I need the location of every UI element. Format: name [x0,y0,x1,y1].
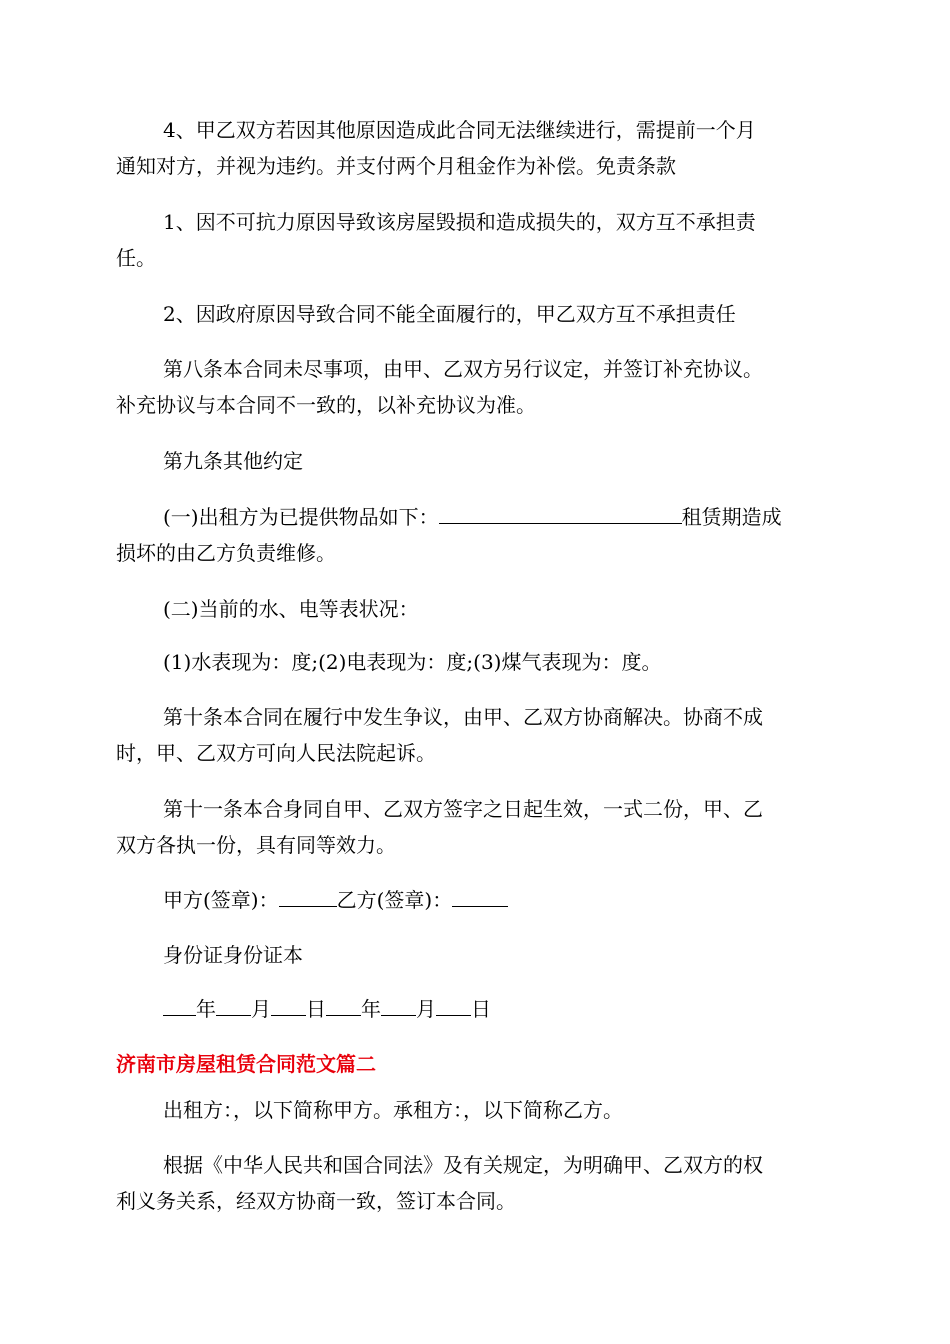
party-b-signature-blank [452,886,508,907]
date-unit: 日 [471,997,491,1021]
month-blank [381,995,416,1016]
date-unit: 月 [416,997,436,1021]
paragraph-line: 第十一条本合身同自甲、乙双方签字之日起生效，一式二份，甲、乙 [163,797,763,821]
paragraph-line: 4、甲乙双方若因其他原因造成此合同无法继续进行，需提前一个月 [163,118,756,142]
paragraph-line: 出租方：，以下简称甲方。承租方：，以下简称乙方。 [163,1098,623,1122]
paragraph-line: (1)水表现为：度;(2)电表现为：度;(3)煤气表现为：度。 [163,650,662,674]
party-a-signature-blank [279,886,337,907]
section-heading: 济南市房屋租赁合同范文篇二 [116,1052,376,1076]
month-blank [216,995,251,1016]
paragraph-line: 任。 [116,246,156,270]
item-text: (一)出租方为已提供物品如下： [163,505,439,529]
party-a-label: 甲方(签章)： [163,888,279,912]
paragraph-line: 时，甲、乙双方可向人民法院起诉。 [116,741,436,765]
paragraph-line: 补充协议与本合同不一致的，以补充协议为准。 [116,393,536,417]
paragraph-line: 第十条本合同在履行中发生争议，由甲、乙双方协商解决。协商不成 [163,705,763,729]
paragraph-line: 第八条本合同未尽事项，由甲、乙双方另行议定，并签订补充协议。 [163,357,763,381]
date-unit: 月 [251,997,271,1021]
paragraph-line: 通知对方，并视为违约。并支付两个月租金作为补偿。免责条款 [116,154,676,178]
item-text: 租赁期造成 [681,505,782,529]
year-blank [163,995,196,1016]
paragraph-line [163,503,782,531]
date-unit: 日 [306,997,326,1021]
paragraph-line: 双方各执一份，具有同等效力。 [116,833,396,857]
paragraph-line: 损坏的由乙方负责维修。 [116,541,336,565]
day-blank [271,995,306,1016]
day-blank [436,995,471,1016]
paragraph-line: 第九条其他约定 [163,449,303,473]
paragraph-line: 2、因政府原因导致合同不能全面履行的，甲乙双方互不承担责任 [163,302,736,326]
paragraph-line: 利义务关系，经双方协商一致，签订本合同。 [116,1189,516,1213]
date-unit: 年 [361,997,381,1021]
paragraph-line: 1、因不可抗力原因导致该房屋毁损和造成损失的，双方互不承担责 [163,210,756,234]
signature-line [163,886,508,914]
fill-in-blank [439,503,682,524]
paragraph-line: 身份证身份证本 [163,943,303,967]
paragraph-line: (二)当前的水、电等表状况： [163,597,419,621]
date-line [163,995,491,1023]
paragraph-line: 根据《中华人民共和国合同法》及有关规定，为明确甲、乙双方的权 [163,1153,763,1177]
party-b-label: 乙方(签章)： [336,888,453,912]
date-unit: 年 [196,997,216,1021]
year-blank [326,995,361,1016]
